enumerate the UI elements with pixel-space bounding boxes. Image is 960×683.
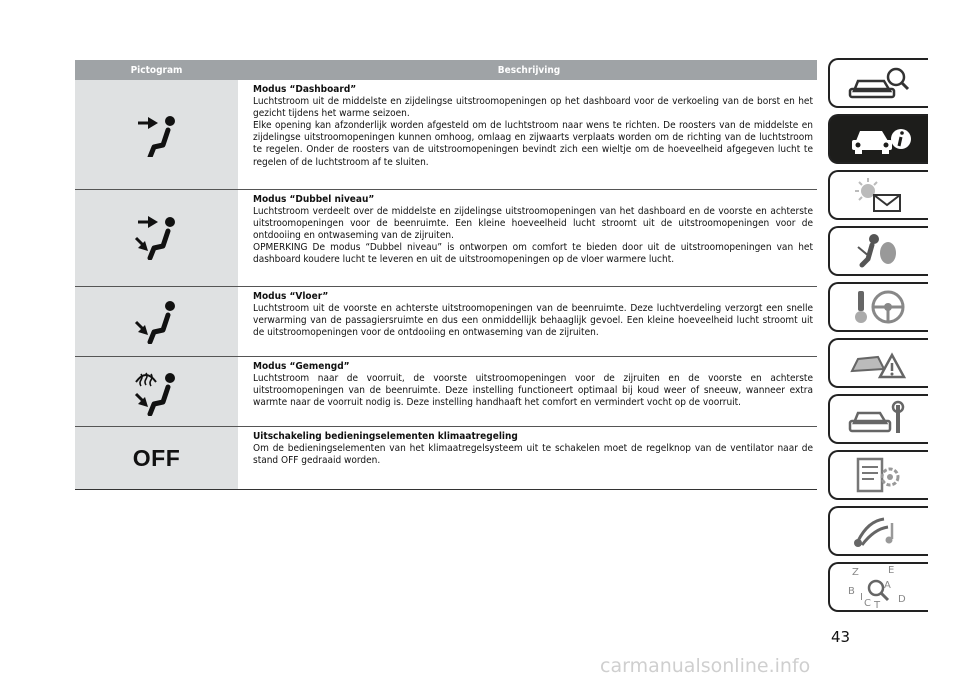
description-cell [238,427,817,489]
table-row [75,427,817,490]
pictogram-cell [75,357,238,426]
chapter-tabs [828,58,928,618]
index-letter: B [848,586,855,597]
index-letter: C [864,598,871,609]
page-number: 43 [831,628,851,646]
warning-light-mail-icon [844,175,914,215]
passenger-airbag-icon [844,231,914,271]
mode-title: Modus “Dashboard” [253,84,357,95]
mode-text: Luchtstroom naar de voorruit, de voorste uitstroomopeningen voor de zijruiten en de voorste en achterste uitstroomopeningen van de beenruimte. Deze instelling functioneert optimaal bij koud weer of sneeuw, wanneer extra warmte naar de voorruit nodig is. Deze instelling handhaaft het comfort en vermindert vocht op de voorruit. [253,373,813,409]
car-wrench-icon [844,399,914,439]
mode-text: Elke opening kan afzonderlijk worden afgesteld om de luchtstroom naar wens te richten. De roosters van de middelste en zijdelingse uitstroomopeningen kunnen omhoog, omlaag en zijwaarts verplaats worden om de richting van de luchtstroom te regelen. Onder de roosters van de uitstroomopeningen bevindt zich een wieltje om de hoeveelheid afgegeven lucht te regelen of de luchtstroom af te sluiten. [253,120,813,168]
multimedia-music-icon [844,511,914,551]
mode-text: Luchtstroom verdeelt over de middelste en zijdelingse uitstroomopeningen van het dashboard en de voorste en achterste uitstroomopeningen voor de beenruimte. Een kleine hoeveelheid lucht stroomt uit de uitstroomopeningen voor de ontdooiing en ontwaseming van de zijruiten. [253,206,813,242]
index-letter: I [860,592,863,603]
mode-title: Uitschakeling bedieningselementen klimaatregeling [253,431,518,442]
tab-car-search[interactable] [828,58,928,108]
tab-car-info[interactable] [828,114,928,164]
description-cell [238,190,817,286]
description-cell [238,357,817,426]
tab-index[interactable] [828,562,928,612]
table-row [75,80,817,190]
off-label: OFF [132,444,181,471]
watermark-text: carmanualsonline.info [600,655,811,677]
key-steering-wheel-icon [844,287,914,327]
description-cell [238,287,817,356]
mode-title: Modus “Gemengd” [253,361,350,372]
index-letters-icon [844,564,914,610]
airflow-mixed-icon [132,368,182,416]
tab-warning-lights[interactable] [828,170,928,220]
tab-emergency[interactable] [828,338,928,388]
mode-title: Modus “Dubbel niveau” [253,194,375,205]
mode-text: OPMERKING De modus “Dubbel niveau” is ontworpen om comfort te bieden door uit de uitstroomopeningen van het dashboard koudere lucht te leveren en uit de uitstroomopeningen op de vloer warmere lucht. [253,242,813,266]
header-pictogram: Pictogram [130,64,183,76]
airflow-bilevel-icon [132,216,182,260]
car-info-icon [844,119,914,159]
description-cell [238,80,817,189]
index-letter: T [874,600,881,610]
airflow-floor-icon [132,300,182,344]
climate-modes-table [75,60,817,490]
header-description: Beschrijving [497,64,561,76]
pictogram-cell [75,287,238,356]
pictogram-cell [75,190,238,286]
table-row [75,287,817,357]
airflow-dashboard-icon [132,113,182,157]
index-letter: A [884,580,891,591]
tab-multimedia[interactable] [828,506,928,556]
pictogram-cell [75,80,238,189]
tab-technical-data[interactable] [828,450,928,500]
specs-gear-icon [844,455,914,495]
mode-text: Luchtstroom uit de middelste en zijdelingse uitstroomopeningen op het dashboard voor de verkoeling van de borst en het gezicht tijdens het warme seizoen. [253,96,813,120]
mode-title: Modus “Vloer” [253,291,329,302]
pictogram-cell [75,427,238,489]
tab-maintenance[interactable] [828,394,928,444]
index-letter: E [888,565,895,576]
mode-text: Om de bedieningselementen van het klimaatregelsysteem uit te schakelen moet de regelknop van de ventilator naar de stand OFF gedraaid worden. [253,443,813,467]
tab-safety[interactable] [828,226,928,276]
car-crash-warning-icon [844,343,914,383]
car-search-icon [844,63,914,103]
tab-starting-driving[interactable] [828,282,928,332]
index-letter: Z [852,567,859,578]
mode-text: Luchtstroom uit de voorste en achterste uitstroomopeningen van de beenruimte. Deze luchtverdeling verzorgt een snelle verwarming van de passagiersruimte en dus een onmiddellijk behaaglijk gevoel. Een kleine hoeveelheid lucht stroomt uit de uitstroomopeningen voor de ontdooiing en ontwaseming van de zijruiten. [253,303,813,339]
table-row [75,190,817,287]
table-header [75,60,817,80]
index-letter: D [898,594,906,605]
table-row [75,357,817,427]
